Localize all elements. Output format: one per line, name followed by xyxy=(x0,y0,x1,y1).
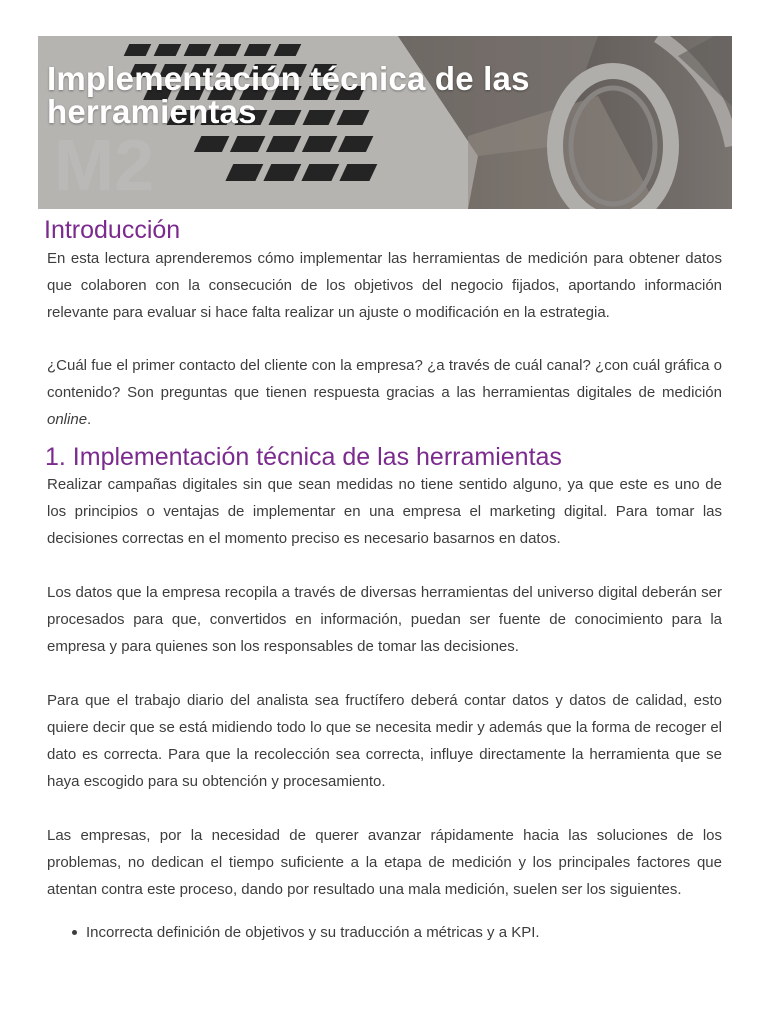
page-title-line-1: Implementación técnica de las xyxy=(47,60,530,97)
section-1-paragraph-1: Realizar campañas digitales sin que sean medidas no tiene sentido alguno, ya que este es uno de los principios o ventajas de implementar en una empresa el marketing digital. Para tomar las decisiones correctas en el momento preciso es necesario basarnos en datos. xyxy=(47,476,722,547)
section-1-paragraph-4: Las empresas, por la necesidad de querer avanzar rápidamente hacia las soluciones de los problemas, no dedican el tiempo suficiente a la etapa de medición y los principales factores que atentan contra este proceso, dando por resultado una mala medición, suelen ser los siguientes. xyxy=(47,827,722,898)
intro-paragraph-2 xyxy=(47,352,722,433)
section-1-paragraph-2: Los datos que la empresa recopila a través de diversas herramientas del universo digital deberán ser procesados para que, convertidos en información, puedan ser fuente de conocimiento para la empresa y para quienes son los responsables de tomar las decisiones. xyxy=(47,584,722,655)
intro-paragraph-1: En esta lectura aprenderemos cómo implementar las herramientas de medición para obtener datos que colaboren con la consecución de los objetivos del negocio fijados, aportando información relevante para evaluar si hace falta realizar un ajuste o modificación en la estrategia. xyxy=(47,250,722,321)
section-1-heading: 1. Implementación técnica de las herramientas xyxy=(45,443,562,471)
intro-heading: Introducción xyxy=(44,216,181,244)
section-1-paragraph-3: Para que el trabajo diario del analista sea fructífero deberá contar datos y datos de calidad, esto quiere decir que se está midiendo todo lo que se necesita medir y además que la forma de recoger el dato es correcta. Para que la recolección sea correcta, influye directamente la herramienta que se haya escogido para su obtención y procesamiento. xyxy=(47,692,722,790)
intro-paragraph-2-italic: online xyxy=(47,411,88,428)
header-banner xyxy=(38,36,732,209)
factors-list xyxy=(47,919,722,946)
list-item-text: Incorrecta definición de objetivos y su traducción a métricas y a KPI. xyxy=(86,924,540,941)
bullet-icon xyxy=(72,930,77,935)
page-title xyxy=(47,62,530,128)
list-item xyxy=(47,919,722,946)
page-title-line-2: herramientas xyxy=(47,93,257,130)
banner-watermark: M2 xyxy=(54,126,155,206)
intro-paragraph-2-text: ¿Cuál fue el primer contacto del cliente con la empresa? ¿a través de cuál canal? ¿con cuál gráfica o contenido? Son preguntas que tienen respuesta gracias a las herramientas digitales de medición xyxy=(47,357,722,401)
intro-paragraph-2-end: . xyxy=(87,411,92,428)
